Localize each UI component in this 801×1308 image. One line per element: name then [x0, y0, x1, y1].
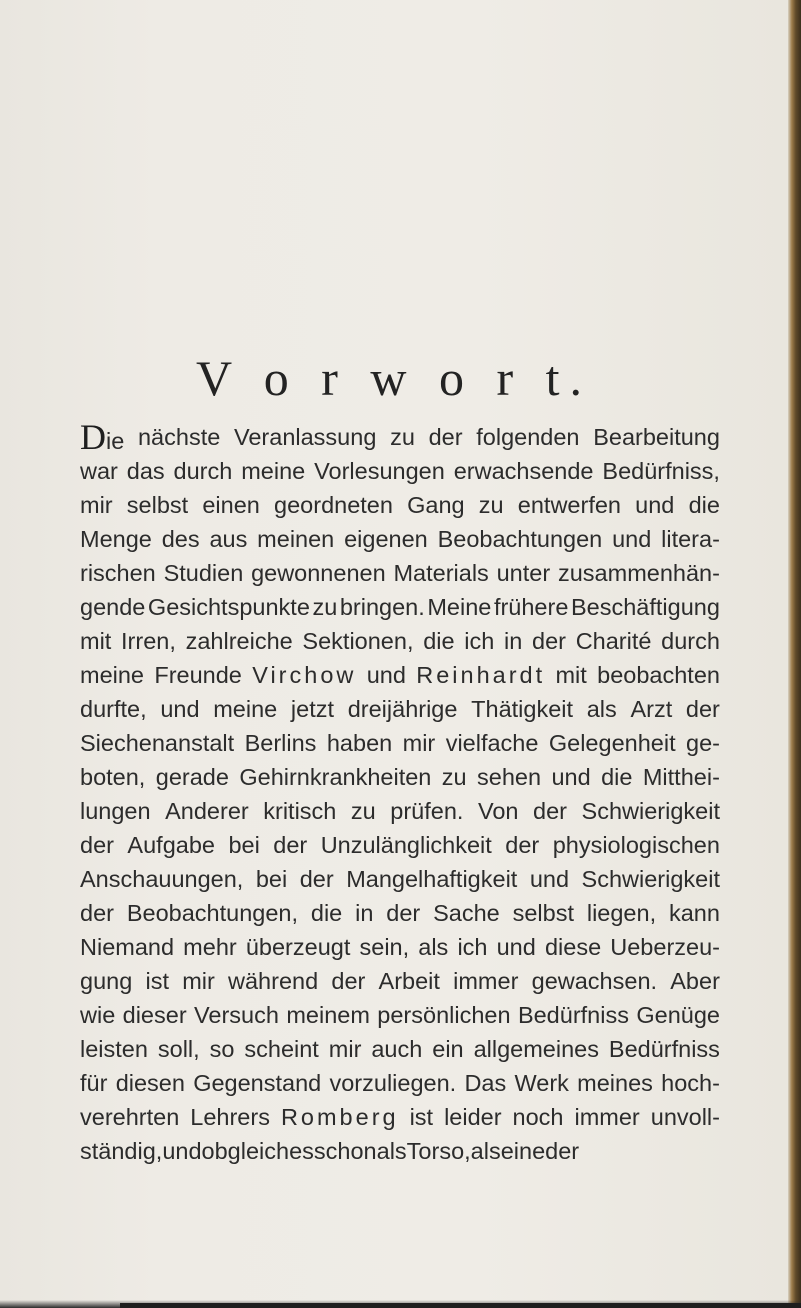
word: als	[418, 934, 449, 960]
word: und	[529, 866, 570, 892]
word: Aber	[670, 968, 720, 994]
word: Sektionen,	[302, 628, 414, 654]
word: Werk	[514, 1070, 569, 1096]
word: leisten	[80, 1036, 148, 1062]
word: der	[533, 798, 567, 824]
word: jetzt	[290, 696, 335, 722]
word: meine	[241, 458, 306, 484]
text-line	[80, 454, 720, 488]
text-line	[80, 624, 720, 658]
word: die	[688, 492, 720, 518]
word: der	[545, 1138, 580, 1164]
word: ge-	[686, 730, 720, 756]
word: und	[551, 764, 591, 790]
word: Schwierigkeit	[581, 866, 720, 892]
word: während	[228, 968, 319, 994]
word: dieser	[122, 1002, 187, 1028]
word: aus	[209, 526, 248, 552]
word: als	[470, 1138, 501, 1164]
word: kritisch	[263, 798, 337, 824]
word: die	[601, 764, 633, 790]
word: wie	[80, 1002, 116, 1028]
word: immer	[453, 968, 519, 994]
word: Menge	[80, 526, 152, 552]
word: des	[161, 526, 200, 552]
word: obgleich	[201, 1138, 290, 1164]
word: verehrten	[80, 1104, 180, 1130]
word: Arzt	[630, 696, 673, 722]
text-line	[80, 998, 720, 1032]
word: Arbeit	[378, 968, 440, 994]
word: Materials	[393, 560, 489, 586]
text-line	[80, 658, 720, 692]
word: durch	[661, 628, 720, 654]
word: mir	[402, 730, 436, 756]
word: der	[386, 900, 421, 926]
word: zu	[478, 492, 504, 518]
word: bringen.	[339, 594, 425, 620]
word: die	[310, 900, 343, 926]
word: eigenen	[344, 526, 428, 552]
word: Torso,	[406, 1138, 471, 1164]
word: Anschauungen,	[80, 866, 244, 892]
word: Niemand	[80, 934, 175, 960]
word: ständig,	[80, 1138, 163, 1164]
word: auch	[371, 1036, 423, 1062]
text-line	[80, 1134, 720, 1168]
word: der	[505, 832, 540, 858]
word: ist	[409, 1104, 434, 1130]
word: beobachten	[597, 662, 720, 688]
word: der	[331, 968, 366, 994]
word: mehr	[183, 934, 237, 960]
word: immer	[574, 1104, 640, 1130]
word: ein	[432, 1036, 464, 1062]
word: Anderer	[165, 798, 249, 824]
word: und	[612, 526, 652, 552]
word: liegen,	[586, 900, 657, 926]
word: physiologischen	[552, 832, 720, 858]
text-line	[80, 896, 720, 930]
word: Berlins	[244, 730, 317, 756]
word: der	[273, 832, 308, 858]
word: Ueberzeu-	[610, 934, 720, 960]
word: haben	[326, 730, 393, 756]
word-text: ie	[106, 428, 125, 454]
word: lungen	[80, 798, 151, 824]
word: Bearbeitung	[593, 424, 720, 450]
word: und	[160, 696, 200, 722]
word: folgenden	[476, 424, 580, 450]
word: sehen	[477, 764, 542, 790]
word: eine	[500, 1138, 546, 1164]
word: Freunde	[154, 662, 242, 688]
word: Bedürfniss	[608, 1036, 720, 1062]
word: ich	[464, 628, 495, 654]
word: scheint	[244, 1036, 319, 1062]
word: zusammenhän-	[557, 560, 720, 586]
text-line	[80, 417, 720, 457]
word: Gesichtspunkte	[147, 594, 310, 620]
word: und	[635, 492, 675, 518]
word: diesen	[115, 1070, 185, 1096]
word: unvoll-	[650, 1104, 720, 1130]
word: in	[355, 900, 374, 926]
text-line	[80, 794, 720, 828]
word: selbst	[512, 900, 574, 926]
word: rischen	[80, 560, 156, 586]
word: Charité	[575, 628, 652, 654]
word: ist	[145, 968, 169, 994]
word: Genüge	[636, 1002, 720, 1028]
word: kann	[668, 900, 720, 926]
word: ich	[457, 934, 488, 960]
word: bei	[228, 832, 260, 858]
word: Gehirnkrankheiten	[239, 764, 432, 790]
word: zu	[390, 424, 415, 450]
word: durfte,	[80, 696, 147, 722]
word: als	[586, 696, 617, 722]
text-line	[80, 556, 720, 590]
word: Aufgabe	[127, 832, 215, 858]
word: der	[685, 696, 720, 722]
person-name: Virchow	[252, 662, 357, 688]
word: überzeugt	[245, 934, 351, 960]
word: bei	[255, 866, 288, 892]
word: einen	[202, 492, 260, 518]
text-line	[80, 760, 720, 794]
word: gerade	[155, 764, 229, 790]
word: so	[209, 1036, 235, 1062]
word: noch	[512, 1104, 564, 1130]
word: gewonnenen	[251, 560, 386, 586]
word: Beobachtungen,	[126, 900, 299, 926]
person-name: Reinhardt	[416, 662, 546, 688]
word: Vorlesungen	[314, 458, 445, 484]
word: Beschäftigung	[570, 594, 720, 620]
initial-letter: D	[80, 417, 106, 457]
word: die	[423, 628, 455, 654]
text-line	[80, 1100, 720, 1134]
word: der	[80, 900, 114, 926]
word: boten,	[80, 764, 146, 790]
text-line	[80, 964, 720, 998]
word: mir	[182, 968, 215, 994]
word: meinem	[286, 1002, 370, 1028]
word: Bedürfniss,	[602, 458, 720, 484]
word: nächste	[137, 424, 221, 450]
word: vielfache	[445, 730, 539, 756]
word: Meine	[427, 594, 492, 620]
word: erwachsende	[453, 458, 594, 484]
word: gewachsen.	[531, 968, 658, 994]
preface-body	[80, 417, 720, 1168]
word: diese	[544, 934, 602, 960]
page-title: V o r w o r t.	[195, 350, 592, 406]
word: Thätigkeit	[471, 696, 574, 722]
word: als	[376, 1138, 407, 1164]
word: Irren,	[121, 628, 176, 654]
word: Sache	[433, 900, 500, 926]
word: Unzulänglichkeit	[320, 832, 492, 858]
word: Gelegenheit	[548, 730, 676, 756]
word: vorzuliegen.	[329, 1070, 457, 1096]
word: soll,	[157, 1036, 200, 1062]
word: zahlreiche	[185, 628, 293, 654]
word: Veranlassung	[233, 424, 377, 450]
word: Versuch	[194, 1002, 279, 1028]
word: der	[80, 832, 114, 858]
word: das	[126, 458, 165, 484]
text-line	[80, 726, 720, 760]
word: prüfen.	[390, 798, 464, 824]
word: war	[80, 458, 118, 484]
word: Von	[477, 798, 519, 824]
word: es	[289, 1138, 314, 1164]
word: meinen	[257, 526, 335, 552]
word: allgemeines	[473, 1036, 599, 1062]
word: mit	[80, 628, 112, 654]
text-line	[80, 522, 720, 556]
word: Mitthei-	[642, 764, 720, 790]
word: sein,	[359, 934, 410, 960]
word: persönlichen	[377, 1002, 511, 1028]
word: Studien	[163, 560, 244, 586]
person-name: Romberg	[280, 1104, 399, 1130]
word: Lehrers	[190, 1104, 270, 1130]
text-line	[80, 590, 720, 624]
word: durch	[173, 458, 233, 484]
word: unter	[496, 560, 551, 586]
word: mir	[80, 492, 113, 518]
word: litera-	[661, 526, 720, 552]
word: Das	[464, 1070, 507, 1096]
word: der	[299, 866, 334, 892]
text-line	[80, 930, 720, 964]
word: und	[496, 934, 536, 960]
word: geordneten	[274, 492, 393, 518]
word: Gegenstand	[193, 1070, 322, 1096]
word: mit	[555, 662, 587, 688]
text-line	[80, 692, 720, 726]
word: meine	[213, 696, 278, 722]
word: Siechenanstalt	[80, 730, 235, 756]
text-line	[80, 1066, 720, 1100]
word: und	[366, 662, 406, 688]
word: meines	[577, 1070, 653, 1096]
word: meine	[80, 662, 145, 688]
word: zu	[350, 798, 376, 824]
word: selbst	[126, 492, 189, 518]
word: in	[504, 628, 523, 654]
word: dreijährige	[347, 696, 458, 722]
page-bottom-rule	[120, 1303, 801, 1308]
word: schon	[313, 1138, 377, 1164]
word: der	[428, 424, 463, 450]
word: hoch-	[661, 1070, 720, 1096]
text-line	[80, 1032, 720, 1066]
word	[80, 417, 125, 457]
text-line	[80, 828, 720, 862]
text-line	[80, 488, 720, 522]
word: Mangelhaftigkeit	[346, 866, 518, 892]
word: Bedürfniss	[517, 1002, 629, 1028]
word: Gang	[407, 492, 465, 518]
word: gende	[80, 594, 146, 620]
word: Beobachtungen	[437, 526, 603, 552]
word: für	[80, 1070, 108, 1096]
word: Schwierigkeit	[581, 798, 720, 824]
word: leider	[444, 1104, 502, 1130]
word: zu	[441, 764, 467, 790]
word: gung	[80, 968, 133, 994]
word: und	[162, 1138, 202, 1164]
word: mir	[328, 1036, 362, 1062]
word: zu	[312, 594, 338, 620]
word: entwerfen	[517, 492, 621, 518]
word: der	[532, 628, 566, 654]
word: frühere	[493, 594, 569, 620]
book-binding-edge	[788, 0, 801, 1308]
text-line	[80, 862, 720, 896]
